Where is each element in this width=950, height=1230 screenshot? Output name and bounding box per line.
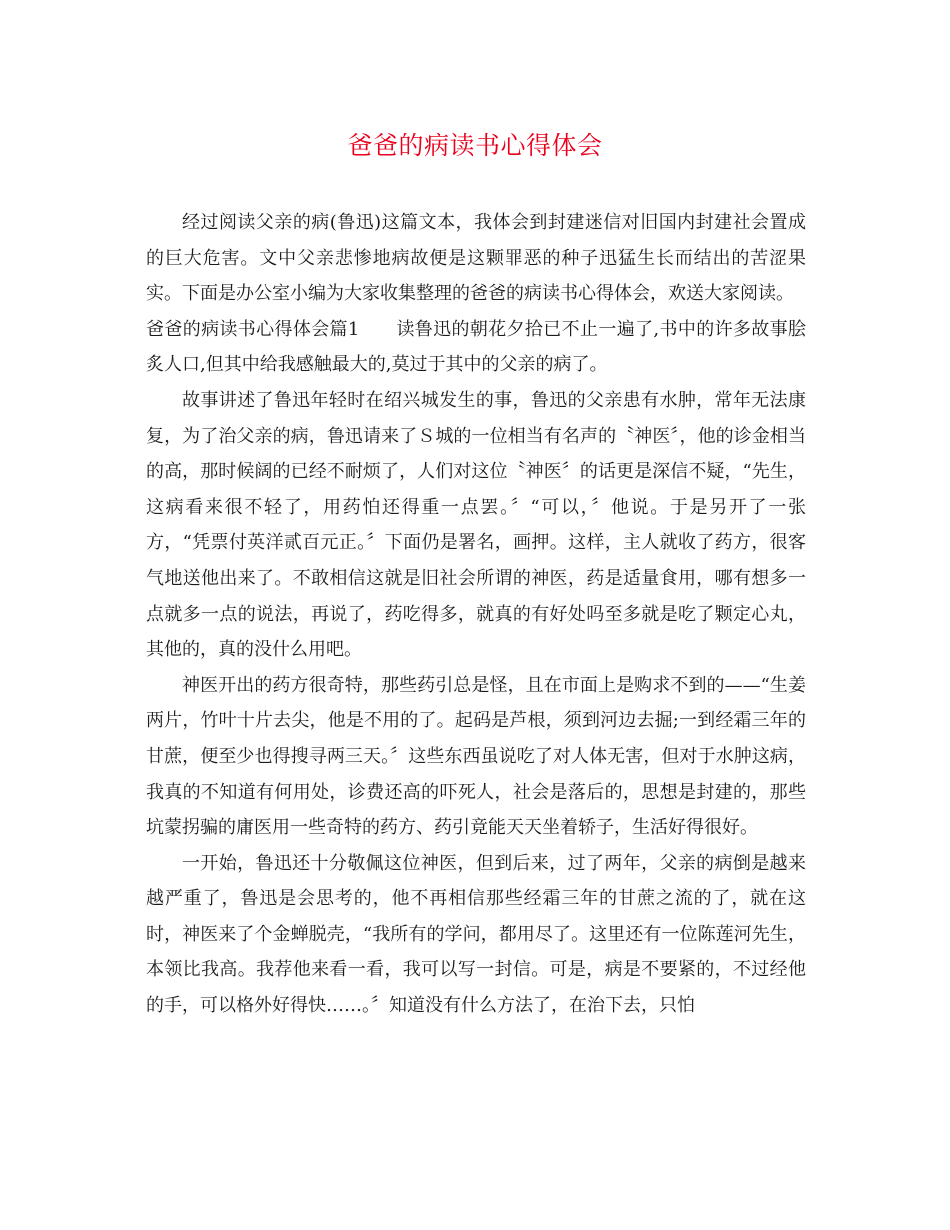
document-body [146,205,806,1024]
document-title: 爸爸的病读书心得体会 [347,131,603,160]
paragraph-doctor-exit: 一开始，鲁迅还十分敬佩这位神医，但到后来，过了两年，父亲的病倒是越来越严重了，鲁迅是会思考的，他不再相信那些经霜三年的甘蔗之流的了，就在这时，神医来了个金蝉脱壳，“我所有的学问，都用尽了。这里还有一位陈莲河先生，本领比我高。我荐他来看一看，我可以写一封信。可是，病是不要紧的，不过经他的手，可以格外好得快……。〞知道没有什么方法了，在治下去，只怕 [146,852,806,1017]
paragraph-story: 故事讲述了鲁迅年轻时在绍兴城发生的事，鲁迅的父亲患有水肿，常年无法康复，为了治父亲的病，鲁迅请来了Ｓ城的一位相当有名声的〝神医〞，他的诊金相当的高，那时候阔的已经不耐烦了，人们对这位〝神医〞的话更是深信不疑，“先生，这病看来很不轻了，用药怕还得重一点罢。〞“可以，〞他说。于是另开了一张方，“凭票付英洋贰百元正。〞下面仍是署名，画押。这样，主人就收了药方，很客气地送他出来了。不敢相信这就是旧社会所谓的神医，药是适量食用，哪有想多一点就多一点的说法，再说了，药吃得多，就真的有好处吗至多就是吃了颗定心丸，其他的，真的没什么用吧。 [146,389,806,661]
paragraph-section-1-heading: 爸爸的病读书心得体会篇1 读鲁迅的朝花夕拾已不止一遍了,书中的许多故事脍炙人口,但其中给我感触最大的,莫过于其中的父亲的病了。 [146,318,806,376]
paragraph-intro: 经过阅读父亲的病(鲁迅)这篇文本，我体会到封建迷信对旧国内封建社会置成的巨大危害。文中父亲悲惨地病故便是这颗罪恶的种子迅猛生长而结出的苦涩果实。下面是办公室小编为大家收集整理的爸爸的病读书心得体会，欢送大家阅读。 [146,212,806,305]
paragraph-prescription: 神医开出的药方很奇特，那些药引总是怪，且在市面上是购求不到的——“生姜两片，竹叶十片去尖，他是不用的了。起码是芦根，须到河边去掘;一到经霜三年的甘蔗，便至少也得搜寻两三天。〞这些东西虽说吃了对人体无害，但对于水肿这病，我真的不知道有何用处，诊费还高的吓死人，社会是落后的，思想是封建的，那些坑蒙拐骗的庸医用一些奇特的药方、药引竟能天天坐着轿子，生活好得很好。 [146,674,806,839]
